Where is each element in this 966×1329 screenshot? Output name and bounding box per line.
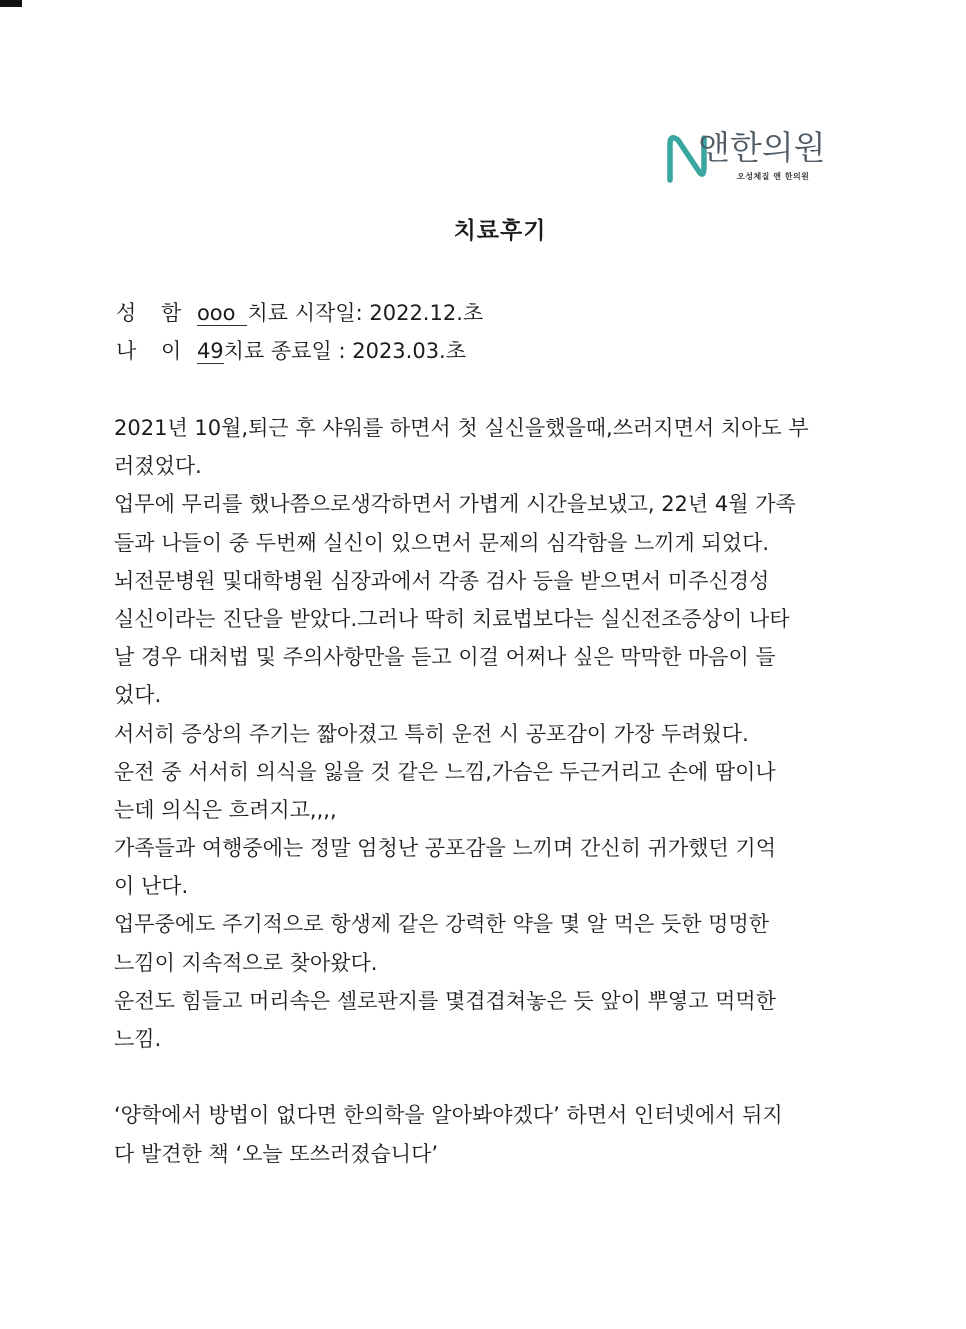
body-line: 러졌었다.: [114, 454, 202, 479]
body-line: 서서히 증상의 주기는 짧아졌고 특히 운전 시 공포감이 가장 두려웠다.: [114, 721, 749, 746]
review-body: [114, 409, 914, 1173]
body-line: 날 경우 대처법 및 주의사항만을 듣고 이걸 어쩌나 싶은 막막한 마음이 들: [114, 645, 776, 670]
start-value: 2022.12.초: [369, 301, 484, 325]
body-line: 실신이라는 진단을 받았다.그러나 딱히 치료법보다는 실신전조증상이 나타: [114, 606, 790, 631]
body-line: 는데 의식은 흐려지고,,,,: [114, 797, 337, 822]
clinic-logo: [664, 128, 834, 190]
body-line: 들과 나들이 중 두번째 실신이 있으면서 문제의 심각함을 느끼게 되었다.: [114, 530, 770, 555]
end-label: 치료 종료일 :: [223, 339, 346, 363]
document-title: 치료후기: [453, 218, 547, 244]
body-line: 업무중에도 주기적으로 항생제 같은 강력한 약을 몇 알 먹은 듯한 멍멍한: [114, 912, 770, 937]
body-line: 느낌이 지속적으로 찾아왔다.: [114, 950, 378, 975]
body-line: 이 난다.: [114, 874, 189, 899]
body-line: 뇌전문병원 및대학병원 심장과에서 각종 검사 등을 받으면서 미주신경성: [114, 568, 770, 593]
body-line: 느낌.: [114, 1027, 162, 1051]
body-line: 2021년 10월,퇴근 후 샤워를 하면서 첫 실신을했을때,쓰러지면서 치아도 부: [114, 416, 809, 440]
name-label: 성 함: [116, 301, 191, 325]
info-row-age-end: [116, 336, 466, 366]
paragraph-gap: [114, 1058, 914, 1096]
name-value: ooo: [197, 301, 248, 326]
end-value: 2023.03.초: [352, 339, 467, 363]
age-value: 49: [196, 339, 224, 363]
age-label: 나 이: [116, 339, 191, 363]
clinic-subtitle: 오성체질 앤 한의원: [737, 172, 810, 181]
body-line: 었다.: [114, 683, 162, 708]
body-line: ‘양학에서 방법이 없다면 한의학을 알아봐야겠다’ 하면서 인터넷에서 뒤지: [114, 1103, 783, 1128]
start-label: 치료 시작일:: [247, 301, 363, 325]
scan-edge-mark: [0, 0, 22, 7]
body-line: 다 발견한 책 ‘오늘 또쓰러졌습니다’: [114, 1141, 439, 1166]
body-line: 운전 중 서서히 의식을 잃을 것 같은 느낌,가슴은 두근거리고 손에 땀이나: [114, 759, 776, 784]
body-line: 가족들과 여행중에는 정말 엄청난 공포감을 느끼며 간신히 귀가했던 기억: [114, 836, 776, 861]
body-line: 운전도 힘들고 머리속은 셀로판지를 몇겹겹쳐놓은 듯 앞이 뿌옇고 먹먹한: [114, 988, 776, 1013]
clinic-name: 앤한의원: [698, 128, 826, 167]
info-row-name-start: [116, 298, 483, 328]
body-line: 업무에 무리를 했나쯤으로생각하면서 가볍게 시간을보냈고, 22년 4월 가족: [114, 492, 796, 517]
